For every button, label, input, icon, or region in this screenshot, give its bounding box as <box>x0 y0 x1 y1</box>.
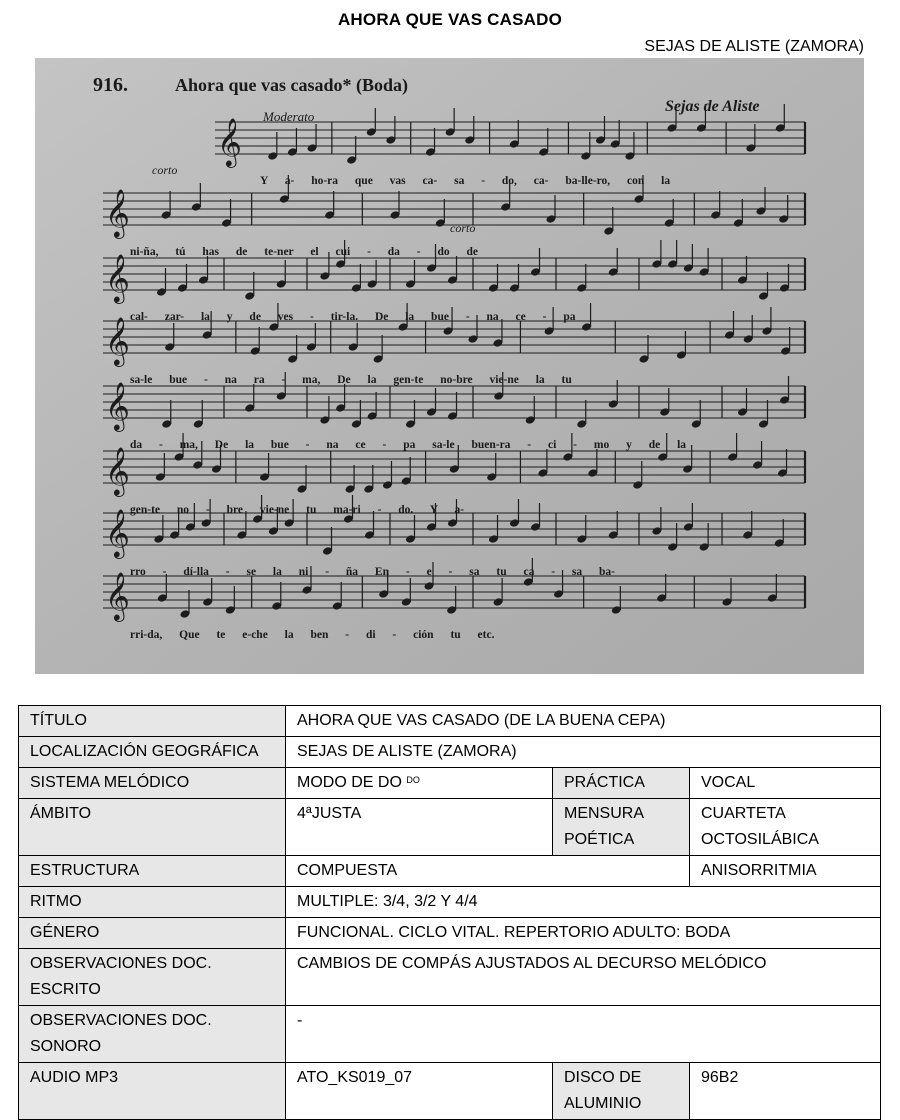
table-row <box>19 737 881 768</box>
value-audio-mp3: ATO_KS019_07 <box>286 1063 553 1120</box>
lyric-line: ni-ña, tú has de te-ner el cui - da - do de <box>130 246 479 258</box>
value-ambito: 4ªJUSTA <box>286 799 553 856</box>
table-row <box>19 706 881 737</box>
label-localizacion: LOCALIZACIÓN GEOGRÁFICA <box>19 737 286 768</box>
lyric-line: rri-da, Que te e-che la ben - di - ción tu etc. <box>130 629 495 641</box>
table-row <box>19 856 881 887</box>
value-ritmo: MULTIPLE: 3/4, 3/2 Y 4/4 <box>286 887 881 918</box>
table-row <box>19 799 881 856</box>
value-titulo: AHORA QUE VAS CASADO (DE LA BUENA CEPA) <box>286 706 881 737</box>
lyric-line: cal- zar- la y de ves - tir-la. De la bue - na ce - pa <box>130 311 576 323</box>
value-genero: FUNCIONAL. CICLO VITAL. REPERTORIO ADULTO: BODA <box>286 918 881 949</box>
score-place: Sejas de Aliste <box>665 98 760 115</box>
table-row <box>19 1063 881 1120</box>
score-annotation-corto-2: corto <box>450 221 476 235</box>
table-row <box>19 1006 881 1063</box>
treble-clef-icon: 𝄞 <box>105 188 130 237</box>
value-mensura-poetica: CUARTETA OCTOSILÁBICA <box>690 799 881 856</box>
treble-clef-icon: 𝄞 <box>105 508 130 557</box>
label-ambito: ÁMBITO <box>19 799 286 856</box>
value-estructura-2: ANISORRITMIA <box>690 856 881 887</box>
treble-clef-icon: 𝄞 <box>105 381 130 430</box>
table-row <box>19 949 881 1006</box>
label-ritmo: RITMO <box>19 887 286 918</box>
value-estructura: COMPUESTA <box>286 856 690 887</box>
label-observaciones-escrito: OBSERVACIONES DOC. ESCRITO <box>19 949 286 1006</box>
value-observaciones-escrito: CAMBIOS DE COMPÁS AJUSTADOS AL DECURSO MELÓDICO <box>286 949 881 1006</box>
label-disco-aluminio: DISCO DE ALUMINIO <box>553 1063 690 1120</box>
value-localizacion: SEJAS DE ALISTE (ZAMORA) <box>286 737 881 768</box>
treble-clef-icon: 𝄞 <box>105 446 130 495</box>
score-tempo: Moderato <box>263 109 315 124</box>
label-audio-mp3: AUDIO MP3 <box>19 1063 286 1120</box>
table-row <box>19 768 881 799</box>
label-estructura: ESTRUCTURA <box>19 856 286 887</box>
score-number: 916. <box>93 74 128 96</box>
lyric-line: rro - dí-lla - se la ni - ña En - e - sa tu ca - sa ba- <box>130 566 615 578</box>
label-sistema-melodico: SISTEMA MELÓDICO <box>19 768 286 799</box>
treble-clef-icon: 𝄞 <box>105 316 130 365</box>
table-row <box>19 887 881 918</box>
lyric-line: Y a- ho-ra que vas ca- sa - do, ca- ba-lle-ro, con la <box>260 175 671 187</box>
document-title: AHORA QUE VAS CASADO <box>337 10 563 29</box>
value-sistema-melodico <box>286 768 553 799</box>
location-subtitle: SEJAS DE ALISTE (ZAMORA) <box>644 38 864 55</box>
value-disco-aluminio: 96B2 <box>690 1063 881 1120</box>
value-observaciones-sonoro: - <box>286 1006 881 1063</box>
label-titulo: TÍTULO <box>19 706 286 737</box>
lyric-line: da - ma, De la bue - na ce - pa sa-le buen-ra - ci - mo y de la <box>130 439 687 451</box>
lyric-line: gen-te no - bre vie-ne tu ma-ri - do. Y a- <box>130 504 465 516</box>
score-image <box>35 58 864 674</box>
score-song-title: Ahora que vas casado* (Boda) <box>175 75 409 95</box>
lyric-line: sa-le bue - na ra - ma, De la gen-te no-bre vie-ne la tu <box>130 374 572 386</box>
value-practica: VOCAL <box>690 768 881 799</box>
table-row <box>19 918 881 949</box>
score-annotation-corto-1: corto <box>152 163 178 177</box>
label-mensura-poetica: MENSURA POÉTICA <box>553 799 690 856</box>
label-genero: GÉNERO <box>19 918 286 949</box>
label-observaciones-sonoro: OBSERVACIONES DOC. SONORO <box>19 1006 286 1063</box>
value-sistema-melodico-sup: DO <box>406 775 420 785</box>
treble-clef-icon: 𝄞 <box>105 253 130 302</box>
label-practica: PRÁCTICA <box>553 768 690 799</box>
treble-clef-icon: 𝄞 <box>105 571 130 620</box>
metadata-table <box>18 705 881 1120</box>
treble-clef-icon: 𝄞 <box>217 117 242 166</box>
value-sistema-melodico-text: MODO DE DO <box>297 774 402 791</box>
